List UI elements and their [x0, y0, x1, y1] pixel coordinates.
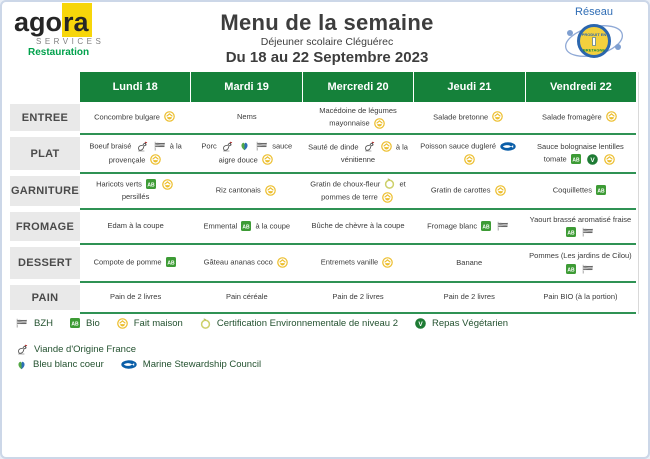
- svg-text:AB: AB: [482, 224, 490, 231]
- bio-icon: [146, 178, 156, 191]
- legend: [14, 318, 636, 374]
- legend-label: Fait maison: [133, 318, 183, 329]
- legend-label: Bio: [86, 318, 100, 329]
- menu-cell-content: [528, 141, 633, 167]
- menu-item-text: Macédoine de légumes mayonnaise: [319, 105, 397, 128]
- brand-division-label: Restauration: [28, 47, 90, 59]
- legend-item-cert-env: [198, 318, 398, 329]
- menu-item-text: Bûche de chèvre à la coupe: [311, 221, 405, 231]
- fait-maison-icon: [495, 184, 506, 197]
- menu-item-text: Haricots verts: [96, 179, 142, 189]
- menu-item-text: Pommes (Les jardins de Cilou): [529, 251, 632, 261]
- menu-item-text: persillés: [121, 192, 150, 202]
- bzh-icon: [497, 220, 509, 233]
- menu-cell-content: [305, 141, 410, 167]
- row-label-dessert: [10, 245, 80, 283]
- menu-item-text: Porc: [201, 141, 217, 151]
- svg-text:AB: AB: [167, 260, 175, 267]
- menu-item-text: Banane: [456, 257, 483, 267]
- menu-cell-content: [216, 184, 278, 197]
- menu-cell-content: [553, 184, 608, 197]
- legend-item-bzh: [14, 318, 53, 329]
- day-header-4: Jeudi 21: [413, 72, 524, 102]
- legend-row: [14, 359, 636, 370]
- menu-item-text: à la provençale: [108, 141, 182, 164]
- bleu-blanc-coeur-icon: [239, 140, 250, 153]
- bzh-icon: [256, 140, 268, 153]
- menu-cell: [80, 245, 191, 281]
- menu-cell-content: [321, 256, 396, 269]
- menu-cell: [525, 102, 636, 133]
- menu-item-text: Gâteau ananas coco: [203, 257, 273, 267]
- brand-services-label: SERVICES: [36, 37, 105, 47]
- vegetarien-icon: [587, 153, 598, 166]
- menu-cell: [525, 245, 636, 281]
- fait-maison-icon: [265, 184, 276, 197]
- menu-cell: [191, 245, 302, 281]
- menu-row-fromage: [10, 210, 636, 245]
- page-title: Menu de la semaine: [220, 10, 434, 35]
- row-label-text: PLAT: [10, 137, 80, 170]
- row-label-pain: [10, 283, 80, 314]
- legend-row: [14, 318, 636, 355]
- msc-icon: [121, 359, 137, 370]
- row-label-text: GARNITURE: [10, 176, 80, 206]
- bio-icon: [166, 256, 176, 269]
- menu-cell: [414, 174, 525, 208]
- menu-item-text: à la coupe: [255, 221, 291, 231]
- fait-maison-icon: [162, 178, 173, 191]
- day-header-2: Mardi 19: [190, 72, 301, 102]
- svg-text:AB: AB: [71, 321, 79, 328]
- menu-row-dessert: [10, 245, 636, 283]
- menu-item-text: Compote de pomme: [93, 257, 162, 267]
- fait-maison-icon: [604, 153, 615, 166]
- menu-cell-content: [204, 256, 290, 269]
- menu-item-text: Poisson sauce dugleré: [420, 141, 497, 151]
- legend-item-bio: [68, 318, 100, 329]
- menu-item-text: à la vénitienne: [340, 141, 408, 164]
- vegetarien-icon: [415, 318, 426, 329]
- row-label-text: FROMAGE: [10, 212, 80, 241]
- legend-label: BZH: [34, 318, 53, 329]
- menu-cell: [414, 102, 525, 133]
- legend-label: Marine Stewardship Council: [142, 359, 262, 371]
- row-label-entree: [10, 102, 80, 135]
- menu-cell-content: [110, 291, 161, 304]
- title-block: [152, 10, 502, 66]
- menu-cell: [191, 102, 302, 133]
- menu-item-text: Pain de 2 livres: [443, 292, 495, 302]
- msc-icon: [500, 140, 516, 153]
- brand-name-highlight: ra: [62, 3, 92, 37]
- cert-env-icon: [384, 178, 395, 191]
- menu-cell-content: [305, 178, 410, 204]
- fait-maison-icon: [164, 111, 175, 124]
- day-header-5: Vendredi 22: [525, 72, 636, 102]
- menu-item-text: Fromage blanc: [427, 221, 478, 231]
- menu-item-text: Pain BIO (à la portion): [543, 292, 618, 302]
- menu-cell: [191, 210, 302, 243]
- menu-item-text: Sauce bolognaise lentilles tomate: [537, 141, 624, 164]
- menu-cell: [80, 174, 191, 208]
- viande-france-icon: [221, 140, 233, 153]
- svg-text:AB: AB: [242, 224, 250, 231]
- fait-maison-icon: [492, 111, 503, 124]
- legend-item-vegetarien: [413, 318, 508, 329]
- row-label-plat: [10, 135, 80, 174]
- fait-maison-icon: [262, 154, 273, 167]
- menu-cell: [302, 102, 413, 133]
- row-label-text: PAIN: [10, 285, 80, 310]
- menu-cell-content: [332, 291, 383, 304]
- legend-item-bleu-blanc-coeur: [14, 359, 104, 370]
- legend-label: Repas Végétarien: [431, 318, 509, 329]
- menu-cell-content: [94, 111, 177, 124]
- menu-item-text: Salade bretonne: [433, 112, 489, 122]
- bzh-icon: [582, 263, 594, 276]
- menu-cell: [80, 102, 191, 133]
- svg-text:V: V: [418, 320, 423, 328]
- menu-cell: [302, 283, 413, 312]
- menu-cell: [302, 174, 413, 208]
- menu-cell: [525, 210, 636, 243]
- menu-cell: [80, 135, 191, 172]
- page-subtitle: Déjeuner scolaire Cléguérec: [260, 36, 394, 48]
- bzh-icon: [16, 318, 28, 329]
- svg-text:AB: AB: [567, 267, 575, 274]
- menu-row-entree: [10, 102, 636, 135]
- svg-text:AB: AB: [147, 182, 155, 189]
- menu-cell: [302, 135, 413, 172]
- menu-cell: [80, 210, 191, 243]
- menu-cell-content: [94, 256, 178, 269]
- menu-cell-content: [194, 140, 299, 166]
- fait-maison-icon: [117, 318, 128, 329]
- fait-maison-icon: [606, 111, 617, 124]
- menu-row-garniture: [10, 174, 636, 210]
- menu-cell: [80, 283, 191, 312]
- menu-item-text: sauce aigre douce: [218, 141, 293, 164]
- menu-cell: [525, 174, 636, 208]
- menu-item-text: Nems: [237, 112, 257, 122]
- row-label-garniture: [10, 174, 80, 210]
- menu-cell-content: [226, 291, 268, 304]
- network-badge: [554, 6, 634, 64]
- menu-cell: [414, 210, 525, 243]
- menu-cell: [302, 210, 413, 243]
- menu-item-text: Entremets vanille: [320, 257, 379, 267]
- menu-cell: [191, 135, 302, 172]
- date-range: Du 18 au 22 Septembre 2023: [225, 49, 429, 66]
- fait-maison-icon: [464, 154, 475, 167]
- menu-item-text: Emmental: [203, 221, 238, 231]
- fait-maison-icon: [277, 256, 288, 269]
- menu-cell-content: [543, 291, 617, 304]
- viande-france-icon: [363, 141, 375, 154]
- menu-item-text: Pain de 2 livres: [332, 292, 384, 302]
- menu-item-text: Coquillettes: [552, 185, 592, 195]
- menu-item-text: et pommes de terre: [321, 179, 406, 202]
- menu-item-text: Edam à la coupe: [107, 221, 164, 231]
- fait-maison-icon: [382, 191, 393, 204]
- menu-cell-content: [107, 220, 163, 233]
- menu-cell-content: [237, 111, 257, 124]
- menu-table: [10, 72, 636, 314]
- menu-item-text: Boeuf braisé: [89, 141, 132, 151]
- badge-ring-top-text: PRODUIT EN: [581, 32, 607, 37]
- menu-item-text: Sauté de dinde: [308, 141, 359, 151]
- menu-cell: [525, 283, 636, 312]
- svg-text:AB: AB: [597, 188, 605, 195]
- row-label-text: DESSERT: [10, 247, 80, 279]
- svg-text:AB: AB: [567, 230, 575, 237]
- menu-cell-content: [528, 250, 633, 276]
- menu-item-text: Yaourt brassé aromatisé fraise: [529, 214, 632, 224]
- menu-item-text: Pain céréale: [225, 292, 268, 302]
- brand-name: [14, 8, 104, 36]
- bio-icon: [481, 220, 491, 233]
- menu-item-text: Gratin de choux-fleur: [310, 179, 381, 189]
- legend-item-msc: [119, 359, 261, 370]
- day-header-1: Lundi 18: [80, 72, 190, 102]
- menu-cell-content: [417, 140, 522, 166]
- menu-cell: [525, 135, 636, 172]
- bzh-icon: [582, 226, 594, 239]
- menu-cell-content: [431, 184, 508, 197]
- fait-maison-icon: [382, 256, 393, 269]
- bio-icon: [70, 318, 80, 329]
- bio-icon: [571, 153, 581, 166]
- menu-cell: [302, 245, 413, 281]
- badge-ring-bottom-text: BRETAGNE: [582, 47, 606, 53]
- fait-maison-icon: [381, 141, 392, 154]
- menu-cell-content: [83, 140, 188, 166]
- bio-icon: [241, 220, 251, 233]
- menu-cell: [414, 245, 525, 281]
- menu-cell-content: [433, 111, 505, 124]
- legend-item-fait-maison: [115, 318, 183, 329]
- menu-cell: [414, 283, 525, 312]
- day-header-3: Mercredi 20: [302, 72, 413, 102]
- legend-item-viande-france: [14, 344, 136, 355]
- svg-text:V: V: [590, 156, 595, 164]
- bio-icon: [596, 184, 606, 197]
- menu-cell-content: [83, 178, 188, 204]
- fait-maison-icon: [150, 154, 161, 167]
- menu-row-plat: [10, 135, 636, 174]
- menu-item-text: Gratin de carottes: [430, 185, 491, 195]
- legend-label: Certification Environnementale de niveau 2: [216, 318, 398, 329]
- menu-cell-content: [204, 220, 291, 233]
- menu-cell-content: [312, 220, 405, 233]
- menu-cell-content: [528, 214, 633, 240]
- menu-cell: [414, 135, 525, 172]
- legend-label: Viande d'Origine France: [34, 344, 136, 356]
- menu-item-text: Riz cantonais: [215, 185, 261, 195]
- network-badge-label: Réseau: [575, 6, 613, 18]
- menu-cell-content: [427, 220, 511, 233]
- cert-env-icon: [200, 318, 211, 329]
- menu-cell: [191, 283, 302, 312]
- bzh-icon: [154, 140, 166, 153]
- menu-cell-content: [456, 257, 482, 270]
- header-spacer: [10, 72, 80, 102]
- menu-cell-content: [305, 105, 410, 131]
- brand-logo: [14, 8, 104, 58]
- menu-cell-content: [542, 111, 619, 124]
- viande-france-icon: [136, 140, 148, 153]
- menu-item-text: Concombre bulgare: [94, 112, 160, 122]
- bleu-blanc-coeur-icon: [16, 359, 27, 370]
- menu-item-text: Salade fromagère: [542, 112, 602, 122]
- produit-en-bretagne-logo-icon: [554, 18, 634, 64]
- viande-france-icon: [16, 344, 28, 355]
- row-label-fromage: [10, 210, 80, 245]
- fait-maison-icon: [374, 117, 385, 130]
- svg-text:AB: AB: [572, 157, 580, 164]
- menu-row-pain: [10, 283, 636, 314]
- menu-cell: [191, 174, 302, 208]
- bio-icon: [566, 226, 576, 239]
- row-label-text: ENTREE: [10, 104, 80, 131]
- legend-label: Bleu blanc coeur: [33, 359, 104, 371]
- brand-name-start: ago: [14, 7, 63, 37]
- bio-icon: [566, 263, 576, 276]
- menu-item-text: Pain de 2 livres: [109, 292, 162, 302]
- menu-cell-content: [444, 291, 495, 304]
